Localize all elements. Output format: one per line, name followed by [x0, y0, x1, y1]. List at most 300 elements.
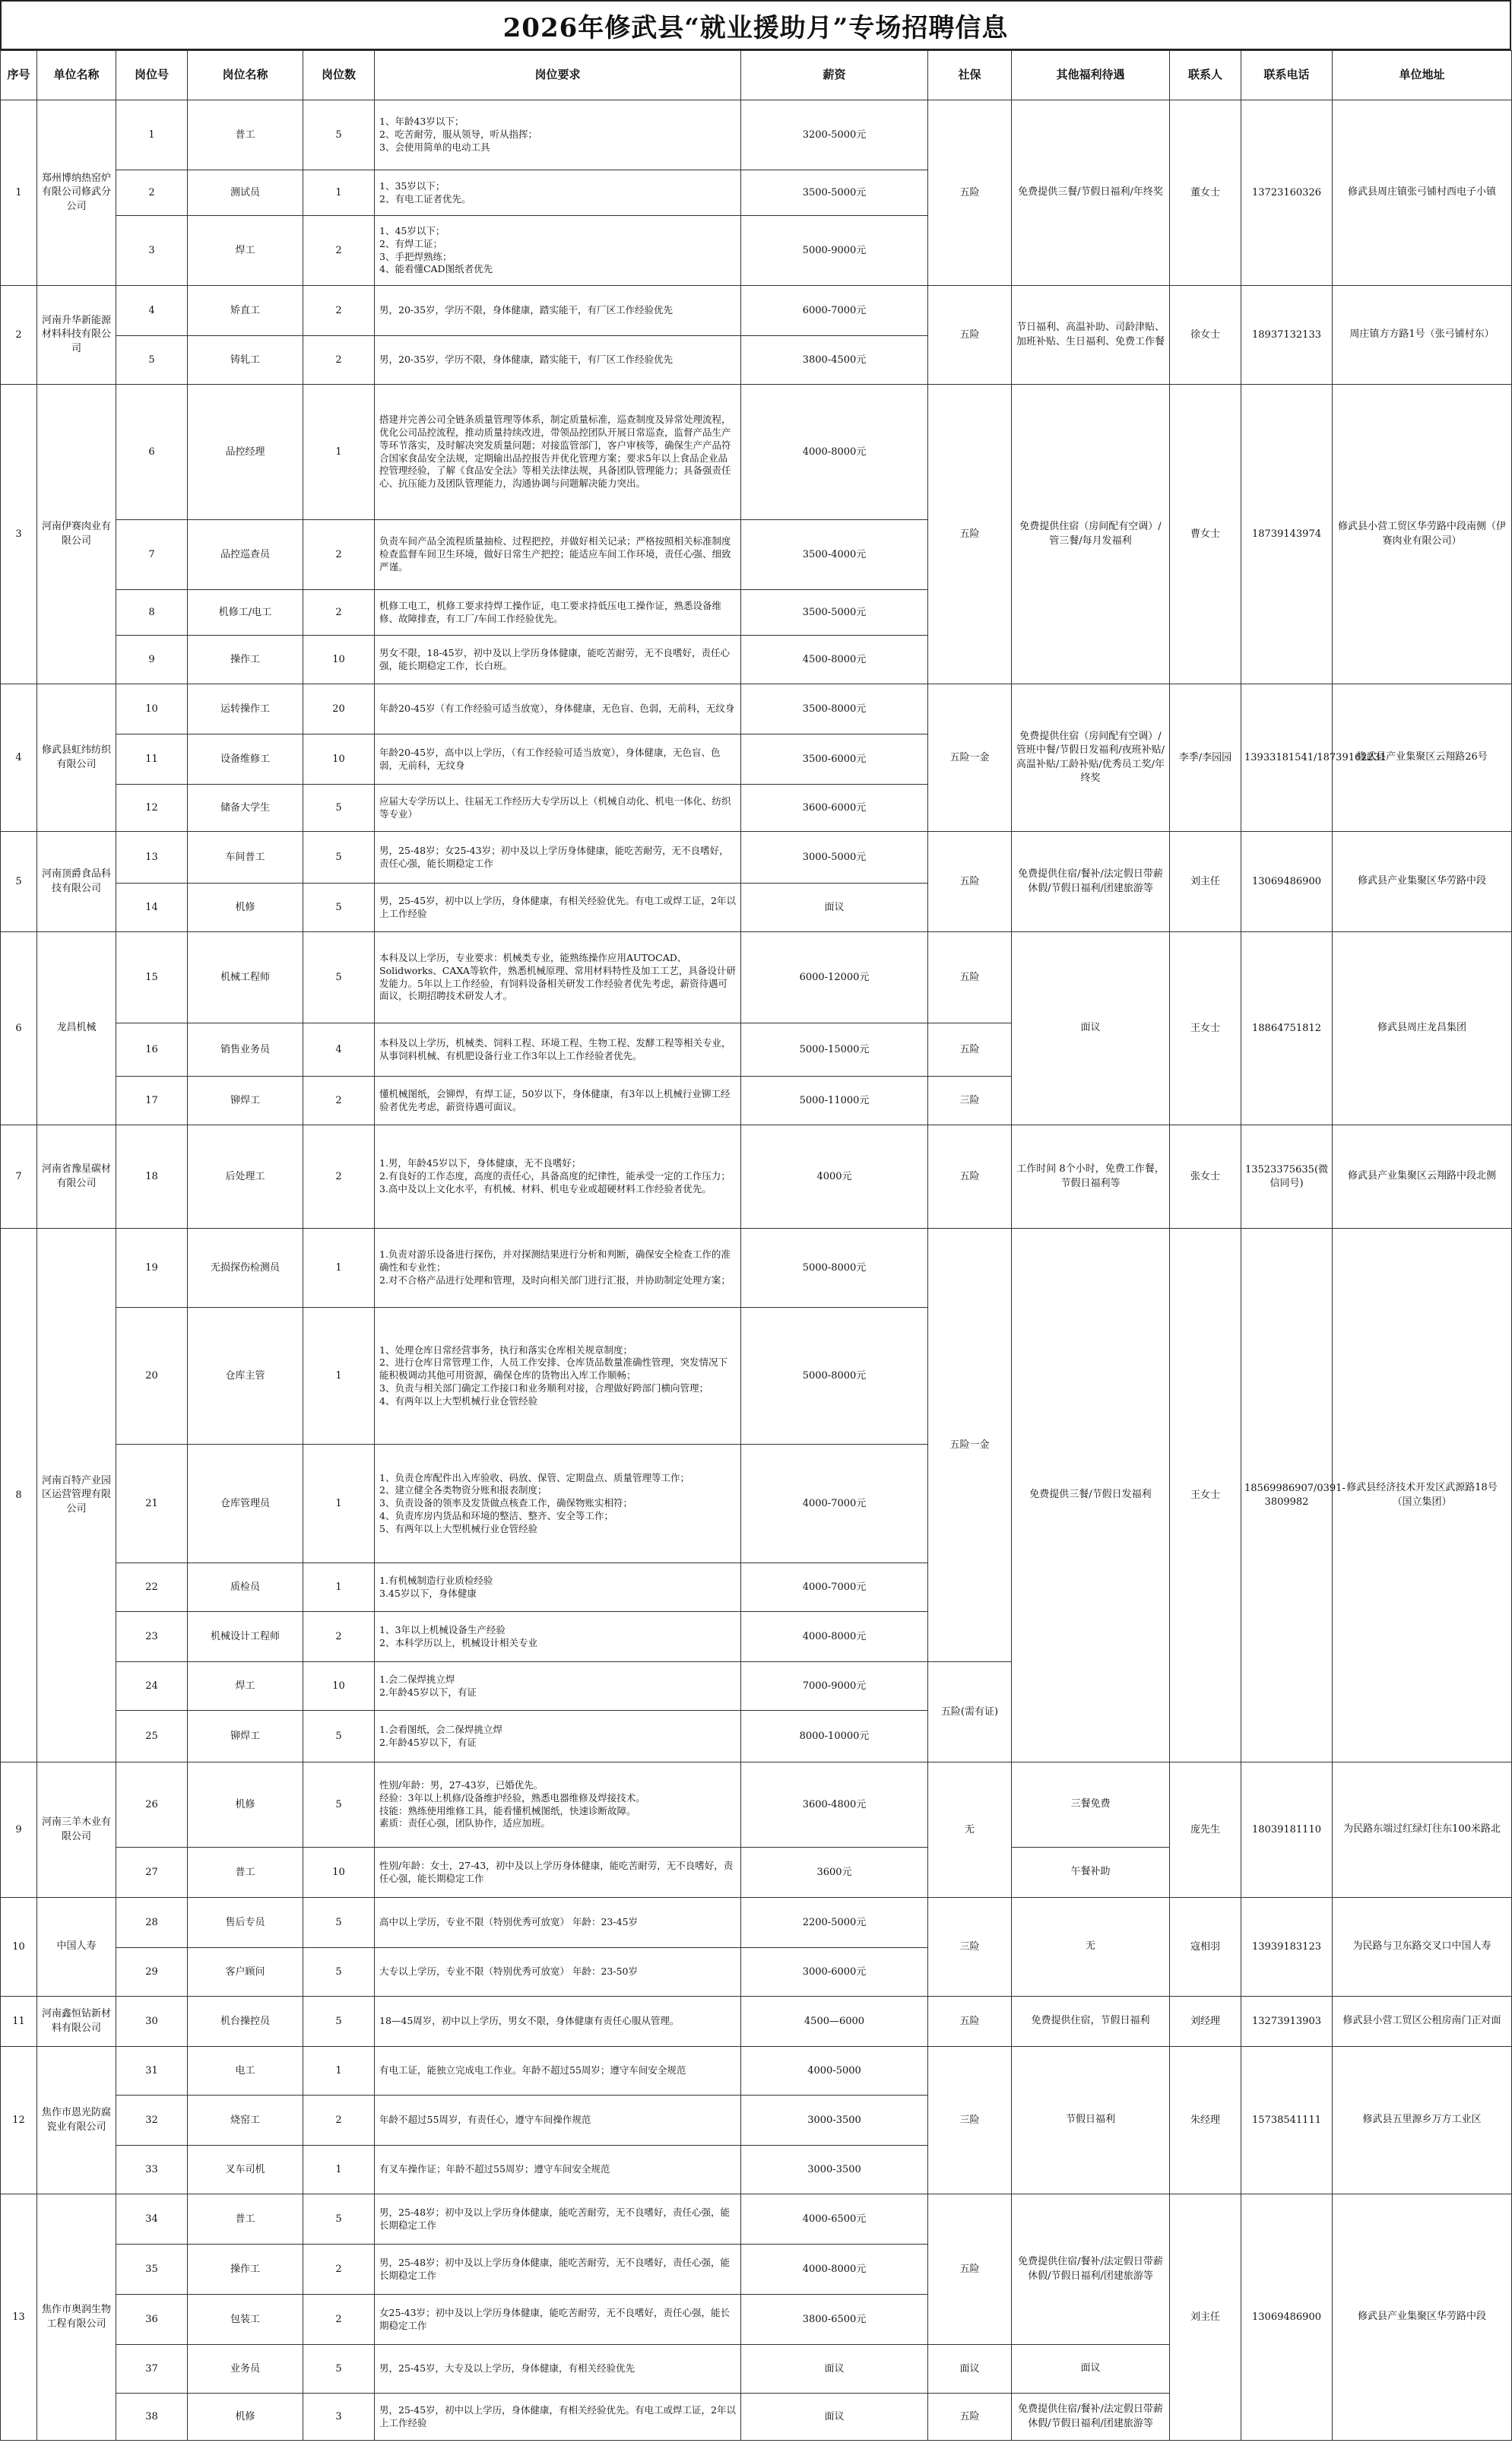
table-cell: 1、负责仓库配件出入库验收、码放、保管、定期盘点、质量管理等工作； 2、建立健全各类物资分账和报表制度； 3、负责设备的领率及发货做点核查工作，确保物账实相符； 4、负责库房内货品和环境的整洁、整齐、安全等工作； 5、有两年以上大型机械行业仓管经验: [375, 1445, 741, 1563]
table-cell: 免费提供住宿/餐补/法定假日带薪休假/节假日福利/团建旅游等: [1012, 2394, 1170, 2441]
table-cell: 10: [303, 1848, 375, 1898]
table-cell: 河南鑫恒钻新材料有限公司: [37, 1997, 116, 2047]
table-cell: 有叉车操作证；年龄不超过55周岁；遵守车间安全规范: [375, 2146, 741, 2194]
table-cell: 机台操控员: [188, 1997, 303, 2047]
table-cell: 三餐免费: [1012, 1762, 1170, 1848]
table-cell: 6: [116, 385, 188, 520]
table-cell: 机修工/电工: [188, 590, 303, 636]
table-cell: 1: [303, 1229, 375, 1308]
table-cell: 修武县周庄镇张弓铺村西电子小镇: [1333, 100, 1512, 286]
table-cell: 1.负责对游乐设备进行探伤，并对探测结果进行分析和判断，确保安全检查工作的准确性和专业性； 2.对不合格产品进行处理和管理，及时向相关部门进行汇报，并协助制定处理方案；: [375, 1229, 741, 1308]
table-cell: 2: [303, 1125, 375, 1229]
table-cell: 29: [116, 1948, 188, 1997]
table-cell: 刘主任: [1170, 2194, 1241, 2441]
table-cell: 男，25-48岁；初中及以上学历身体健康，能吃苦耐劳，无不良嗜好，责任心强，能长期稳定工作: [375, 2194, 741, 2245]
table-cell: 3: [303, 2394, 375, 2441]
header-post-count: 岗位数: [303, 51, 375, 100]
table-cell: 4000-8000元: [741, 1612, 928, 1662]
table-cell: 4500-8000元: [741, 636, 928, 684]
table-cell: 3500-5000元: [741, 590, 928, 636]
table-cell: 6000-7000元: [741, 286, 928, 336]
table-cell: 焊工: [188, 1662, 303, 1711]
table-cell: 3500-6000元: [741, 734, 928, 785]
table-cell: 面议: [1012, 932, 1170, 1125]
table-cell: 河南顶爵食品科技有限公司: [37, 832, 116, 932]
table-cell: 4: [1, 684, 37, 832]
table-cell: 机修: [188, 2394, 303, 2441]
table-cell: 3600-4800元: [741, 1762, 928, 1848]
table-cell: 修武县五里源乡万方工业区: [1333, 2047, 1512, 2194]
table-cell: 机械设计工程师: [188, 1612, 303, 1662]
table-cell: 质检员: [188, 1563, 303, 1612]
table-cell: 高中以上学历，专业不限（特别优秀可放宽） 年龄：23-45岁: [375, 1898, 741, 1948]
table-cell: 2: [303, 2295, 375, 2345]
table-cell: 午餐补助: [1012, 1848, 1170, 1898]
table-cell: 5: [303, 1898, 375, 1948]
table-cell: 免费提供三餐/节假日福利/年终奖: [1012, 100, 1170, 286]
table-cell: 18864751812: [1241, 932, 1333, 1125]
table-cell: 11: [1, 1997, 37, 2047]
table-cell: 徐女士: [1170, 286, 1241, 385]
header-phone: 联系电话: [1241, 51, 1333, 100]
header-address: 单位地址: [1333, 51, 1512, 100]
table-cell: 张女士: [1170, 1125, 1241, 1229]
table-cell: 李季/李园园: [1170, 684, 1241, 832]
table-row: [1, 832, 1512, 884]
table-cell: 修武县产业集聚区华劳路中段: [1333, 2194, 1512, 2441]
table-cell: 1: [303, 170, 375, 216]
table-cell: 1.会看图纸，会二保焊挑立焊 2.年龄45岁以下，有证: [375, 1711, 741, 1762]
table-cell: 工作时间 8个小时，免费工作餐，节假日福利等: [1012, 1125, 1170, 1229]
table-cell: 1、处理仓库日常经营事务，执行和落实仓库相关规章制度； 2、进行仓库日常管理工作，人员工作安排、仓库货品数量准确性管理，突发情况下能积极调动其他可用资源，确保仓库的货物出入库工作顺畅； 3、负责与相关部门确定工作接口和业务顺利对接，合理做好跨部门横向管理； 4、有两年以上大型机械行业仓管经验: [375, 1308, 741, 1445]
table-cell: 1.会二保焊挑立焊 2.年龄45岁以下，有证: [375, 1662, 741, 1711]
table-cell: 男，25-45岁，大专及以上学历，身体健康，有相关经验优先: [375, 2345, 741, 2394]
table-cell: 本科及以上学历，机械类、饲料工程、环境工程、生物工程、发酵工程等相关专业，从事饲料机械、有机肥设备行业工作3年以上工作经验者优先。: [375, 1023, 741, 1077]
table-cell: 5: [1, 832, 37, 932]
table-cell: 河南三羊木业有限公司: [37, 1762, 116, 1898]
header-contact: 联系人: [1170, 51, 1241, 100]
table-cell: 37: [116, 2345, 188, 2394]
table-cell: 曹女士: [1170, 385, 1241, 684]
table-cell: 储备大学生: [188, 785, 303, 832]
table-cell: 应届大专学历以上、往届无工作经历大专学历以上（机械自动化、机电一体化、纺织等专业）: [375, 785, 741, 832]
table-cell: 朱经理: [1170, 2047, 1241, 2194]
table-cell: 操作工: [188, 2245, 303, 2295]
table-cell: 7000-9000元: [741, 1662, 928, 1711]
table-cell: 免费提供住宿/餐补/法定假日带薪休假/节假日福利/团建旅游等: [1012, 832, 1170, 932]
table-cell: 7: [116, 520, 188, 590]
table-cell: 13069486900: [1241, 832, 1333, 932]
table-cell: 刘主任: [1170, 832, 1241, 932]
table-cell: 10: [1, 1898, 37, 1997]
table-cell: 机修工电工，机修工要求持焊工操作证，电工要求持低压电工操作证，熟悉设备维修、故障排查，有工厂/车间工作经验优先。: [375, 590, 741, 636]
table-cell: 30: [116, 1997, 188, 2047]
table-cell: 10: [116, 684, 188, 734]
table-cell: 8000-10000元: [741, 1711, 928, 1762]
table-cell: 焦作市恩光防腐瓷业有限公司: [37, 2047, 116, 2194]
table-cell: 4500—6000: [741, 1997, 928, 2047]
table-cell: 6000-12000元: [741, 932, 928, 1023]
table-cell: 18569986907/0391-3809982: [1241, 1229, 1333, 1762]
table-cell: 16: [116, 1023, 188, 1077]
table-cell: 3: [1, 385, 37, 684]
table-cell: 6: [1, 932, 37, 1125]
page-title: 2026年修武县“就业援助月”专场招聘信息: [0, 0, 1511, 50]
table-row: [1, 684, 1512, 734]
table-cell: 后处理工: [188, 1125, 303, 1229]
table-cell: 4: [116, 286, 188, 336]
table-cell: 焦作市奥润生物工程有限公司: [37, 2194, 116, 2441]
table-cell: 矫直工: [188, 286, 303, 336]
table-header: [1, 51, 1512, 100]
table-cell: 1: [303, 2047, 375, 2096]
table-cell: 5: [303, 2345, 375, 2394]
table-cell: 24: [116, 1662, 188, 1711]
table-cell: 12: [1, 2047, 37, 2194]
table-cell: 38: [116, 2394, 188, 2441]
table-row: [1, 2047, 1512, 2096]
table-cell: 男，25-48岁；初中及以上学历身体健康，能吃苦耐劳，无不良嗜好，责任心强，能长期稳定工作: [375, 2245, 741, 2295]
table-cell: 五险一金: [928, 1229, 1012, 1662]
table-cell: 有电工证，能独立完成电工作业。年龄不超过55周岁；遵守车间安全规范: [375, 2047, 741, 2096]
table-cell: 修武县周庄龙昌集团: [1333, 932, 1512, 1125]
table-cell: 男，25-45岁，初中以上学历，身体健康，有相关经验优先。有电工或焊工证，2年以上工作经验: [375, 884, 741, 932]
table-cell: 五险: [928, 2394, 1012, 2441]
table-row: [1, 286, 1512, 336]
table-cell: 2: [303, 2096, 375, 2146]
table-cell: 业务员: [188, 2345, 303, 2394]
table-cell: 销售业务员: [188, 1023, 303, 1077]
table-cell: 节日福利、高温补助、司龄津贴、加班补贴、生日福利、免费工作餐: [1012, 286, 1170, 385]
table-cell: 3500-8000元: [741, 684, 928, 734]
table-cell: 男，20-35岁，学历不限，身体健康，踏实能干，有厂区工作经验优先: [375, 286, 741, 336]
table-cell: 三险: [928, 2047, 1012, 2194]
table-cell: 女25-43岁；初中及以上学历身体健康，能吃苦耐劳，无不良嗜好，责任心强，能长期稳定工作: [375, 2295, 741, 2345]
table-cell: 15738541111: [1241, 2047, 1333, 2194]
table-cell: 19: [116, 1229, 188, 1308]
table-cell: 测试员: [188, 170, 303, 216]
table-cell: 中国人寿: [37, 1898, 116, 1997]
table-cell: 1: [303, 1563, 375, 1612]
table-cell: 2: [303, 336, 375, 385]
table-cell: 5000-15000元: [741, 1023, 928, 1077]
table-cell: 3600-6000元: [741, 785, 928, 832]
table-cell: 免费提供住宿（房间配有空调）/管班中餐/节假日发福利/夜班补贴/高温补贴/工龄补贴/优秀员工奖/年终奖: [1012, 684, 1170, 832]
table-cell: 13939183123: [1241, 1898, 1333, 1997]
table-cell: 13069486900: [1241, 2194, 1333, 2441]
job-table: [0, 50, 1512, 2441]
table-cell: 无损探伤检测员: [188, 1229, 303, 1308]
table-cell: 9: [116, 636, 188, 684]
table-cell: 面议: [741, 2345, 928, 2394]
table-cell: 5000-11000元: [741, 1077, 928, 1125]
header-benefits: 其他福利待遇: [1012, 51, 1170, 100]
table-cell: 3500-4000元: [741, 520, 928, 590]
table-cell: 13723160326: [1241, 100, 1333, 286]
table-cell: 三险: [928, 1898, 1012, 1997]
table-cell: 34: [116, 2194, 188, 2245]
table-cell: 负责车间产品全流程质量抽检、过程把控，并做好相关记录；严格按照相关标准制度检查监督车间卫生环境，做好日常生产把控；能适应车间工作环境，责任心强、细致严谨。: [375, 520, 741, 590]
table-cell: 免费提供三餐/节假日发福利: [1012, 1229, 1170, 1762]
table-cell: 机修: [188, 884, 303, 932]
table-cell: 5000-8000元: [741, 1229, 928, 1308]
table-cell: 2: [303, 2245, 375, 2295]
table-cell: 2: [303, 1077, 375, 1125]
table-cell: 15: [116, 932, 188, 1023]
table-cell: 5000-9000元: [741, 216, 928, 286]
table-cell: 5: [303, 884, 375, 932]
table-cell: 电工: [188, 2047, 303, 2096]
table-row: [1, 1997, 1512, 2047]
table-cell: 35: [116, 2245, 188, 2295]
table-cell: 3500-5000元: [741, 170, 928, 216]
table-cell: 男女不限，18-45岁，初中及以上学历身体健康，能吃苦耐劳，无不良嗜好，责任心强，能长期稳定工作，长白班。: [375, 636, 741, 684]
table-cell: 修武县产业集聚区云翔路中段北侧: [1333, 1125, 1512, 1229]
table-cell: 2: [303, 520, 375, 590]
table-cell: 3000-3500: [741, 2096, 928, 2146]
table-cell: 免费提供住宿/餐补/法定假日带薪休假/节假日福利/团建旅游等: [1012, 2194, 1170, 2345]
table-cell: 4000-8000元: [741, 385, 928, 520]
table-cell: 五险一金: [928, 684, 1012, 832]
table-cell: 2: [303, 216, 375, 286]
table-cell: 2200-5000元: [741, 1898, 928, 1948]
table-cell: 2: [303, 1612, 375, 1662]
table-cell: 5: [303, 1711, 375, 1762]
table-cell: 品控巡查员: [188, 520, 303, 590]
table-cell: 1.男，年龄45岁以下，身体健康，无不良嗜好； 2.有良好的工作态度，高度的责任心，具备高度的纪律性，能承受一定的工作压力； 3.高中及以上文化水平，有机械、材料、机电专业或超硬材料工作经验者优先。: [375, 1125, 741, 1229]
table-cell: 修武县产业集聚区华劳路中段: [1333, 832, 1512, 932]
table-cell: 10: [303, 1662, 375, 1711]
table-cell: 27: [116, 1848, 188, 1898]
table-cell: 修武县小营工贸区公租房南门正对面: [1333, 1997, 1512, 2047]
table-cell: 本科及以上学历，专业要求：机械类专业，能熟练操作应用AUTOCAD、Solidworks、CAXA等软件，熟悉机械原理、常用材料特性及加工工艺，具备设计研发能力。5年以上工作经验，有饲料设备相关研发工作经验者优先考虑，薪资待遇可面议，长期招聘技术研发人才。: [375, 932, 741, 1023]
table-cell: 2: [303, 590, 375, 636]
table-cell: 3000-5000元: [741, 832, 928, 884]
table-cell: 河南升华新能源材料科技有限公司: [37, 286, 116, 385]
table-cell: 为民路东端过红绿灯往东100米路北: [1333, 1762, 1512, 1898]
table-row: [1, 1898, 1512, 1948]
table-cell: 性别/年龄：女士，27-43，初中及以上学历身体健康，能吃苦耐劳，无不良嗜好，责任心强，能长期稳定工作: [375, 1848, 741, 1898]
table-cell: 1: [303, 385, 375, 520]
table-cell: 3000-3500: [741, 2146, 928, 2194]
table-cell: 包装工: [188, 2295, 303, 2345]
table-cell: 龙昌机械: [37, 932, 116, 1125]
table-cell: 品控经理: [188, 385, 303, 520]
table-cell: 26: [116, 1762, 188, 1848]
table-cell: 3800-6500元: [741, 2295, 928, 2345]
table-cell: 仓库管理员: [188, 1445, 303, 1563]
header-index: 序号: [1, 51, 37, 100]
table-cell: 10: [303, 734, 375, 785]
table-cell: 5: [303, 1997, 375, 2047]
table-cell: 36: [116, 2295, 188, 2345]
table-cell: 13: [1, 2194, 37, 2441]
table-cell: 车间普工: [188, 832, 303, 884]
table-cell: 1: [1, 100, 37, 286]
table-cell: 5: [303, 832, 375, 884]
table-cell: 31: [116, 2047, 188, 2096]
table-cell: 3200-5000元: [741, 100, 928, 170]
table-row: [1, 1229, 1512, 1308]
table-cell: 周庄镇方方路1号（张弓铺村东）: [1333, 286, 1512, 385]
table-cell: 5: [303, 1948, 375, 1997]
table-cell: 免费提供住宿，节假日福利: [1012, 1997, 1170, 2047]
table-cell: 刘经理: [1170, 1997, 1241, 2047]
table-cell: 4000-6500元: [741, 2194, 928, 2245]
table-cell: 无: [928, 1762, 1012, 1898]
table-cell: 4000-7000元: [741, 1445, 928, 1563]
table-cell: 18039181110: [1241, 1762, 1333, 1898]
table-cell: 王女士: [1170, 1229, 1241, 1762]
table-row: [1, 932, 1512, 1023]
table-row: [1, 100, 1512, 170]
table-cell: 寇相羽: [1170, 1898, 1241, 1997]
table-cell: 1.有机械制造行业质检经验 3.45岁以下，身体健康: [375, 1563, 741, 1612]
table-cell: 32: [116, 2096, 188, 2146]
header-post-no: 岗位号: [116, 51, 188, 100]
table-cell: 1、35岁以下； 2、有电工证者优先。: [375, 170, 741, 216]
table-cell: 普工: [188, 1848, 303, 1898]
table-cell: 修武县虹纬纺织有限公司: [37, 684, 116, 832]
table-cell: 13933181541/18739162231: [1241, 684, 1333, 832]
table-row: [1, 2194, 1512, 2245]
table-cell: 五险: [928, 2194, 1012, 2345]
table-cell: 修武县小营工贸区华劳路中段南侧（伊赛肉业有限公司）: [1333, 385, 1512, 684]
table-cell: 铆焊工: [188, 1077, 303, 1125]
table-cell: 普工: [188, 100, 303, 170]
table-cell: 18937132133: [1241, 286, 1333, 385]
table-cell: 13523375635(微信同号): [1241, 1125, 1333, 1229]
table-cell: 20: [303, 684, 375, 734]
table-cell: 13273913903: [1241, 1997, 1333, 2047]
table-cell: 2: [116, 170, 188, 216]
table-cell: 面议: [741, 2394, 928, 2441]
header-salary: 薪资: [741, 51, 928, 100]
table-cell: 23: [116, 1612, 188, 1662]
table-cell: 2: [1, 286, 37, 385]
table-cell: 9: [1, 1762, 37, 1898]
table-cell: 五险: [928, 385, 1012, 684]
table-cell: 年龄20-45岁（有工作经验可适当放宽），身体健康，无色盲、色弱，无前科，无纹身: [375, 684, 741, 734]
table-cell: 五险: [928, 1023, 1012, 1077]
table-cell: 河南百特产业园区运营管理有限公司: [37, 1229, 116, 1762]
table-cell: 节假日福利: [1012, 2047, 1170, 2194]
table-cell: 为民路与卫东路交叉口中国人寿: [1333, 1898, 1512, 1997]
table-cell: 机械工程师: [188, 932, 303, 1023]
table-cell: 五险(需有证): [928, 1662, 1012, 1762]
table-row: [1, 1125, 1512, 1229]
table-cell: 铆焊工: [188, 1711, 303, 1762]
table-cell: 25: [116, 1711, 188, 1762]
header-post-name: 岗位名称: [188, 51, 303, 100]
table-cell: 5: [116, 336, 188, 385]
table-cell: 仓库主管: [188, 1308, 303, 1445]
table-cell: 郑州博纳热窑炉有限公司修武分公司: [37, 100, 116, 286]
table-cell: 操作工: [188, 636, 303, 684]
table-cell: 7: [1, 1125, 37, 1229]
table-cell: 5: [303, 100, 375, 170]
table-cell: 五险: [928, 1997, 1012, 2047]
table-cell: 五险: [928, 1125, 1012, 1229]
table-cell: 五险: [928, 832, 1012, 932]
table-cell: 21: [116, 1445, 188, 1563]
table-cell: 20: [116, 1308, 188, 1445]
table-cell: 客户顾问: [188, 1948, 303, 1997]
table-row: [1, 1762, 1512, 1848]
table-cell: 1、年龄43岁以下； 2、吃苦耐劳，服从领导，听从指挥； 3、会使用简单的电动工具: [375, 100, 741, 170]
table-cell: 4: [303, 1023, 375, 1077]
table-cell: 8: [116, 590, 188, 636]
table-cell: 搭建并完善公司全链条质量管理等体系，制定质量标准，巡查制度及异常处理流程，优化公司品控流程，推动质量持续改进，带领品控团队开展日常巡查，监督产品生产等环节落实，及时解决突发质量问题；对接监管部门，客户审核等，确保生产产品符合国家食品安全法规，定期输出品控报告并优化管理方案；要求5年以上食品企业品控管理经验，了解《食品安全法》等相关法律法规，具备团队管理能力；具备强责任心、抗压能力及团队管理能力，沟通协调与问题解决能力突出。: [375, 385, 741, 520]
header-requirements: 岗位要求: [375, 51, 741, 100]
table-cell: 机修: [188, 1762, 303, 1848]
table-cell: 设备维修工: [188, 734, 303, 785]
table-cell: 3600元: [741, 1848, 928, 1898]
table-cell: 运转操作工: [188, 684, 303, 734]
table-cell: 男，25-48岁；女25-43岁；初中及以上学历身体健康，能吃苦耐劳，无不良嗜好，责任心强，能长期稳定工作: [375, 832, 741, 884]
table-cell: 4000-5000: [741, 2047, 928, 2096]
table-cell: 18739143974: [1241, 385, 1333, 684]
table-cell: 4000-8000元: [741, 2245, 928, 2295]
table-body: [1, 100, 1512, 2441]
table-cell: 面议: [741, 884, 928, 932]
table-cell: 1、3年以上机械设备生产经验 2、本科学历以上，机械设计相关专业: [375, 1612, 741, 1662]
table-cell: 免费提供住宿（房间配有空调）/管三餐/每月发福利: [1012, 385, 1170, 684]
table-cell: 3: [116, 216, 188, 286]
table-cell: 五险: [928, 932, 1012, 1023]
table-cell: 5000-8000元: [741, 1308, 928, 1445]
table-cell: 河南省豫星碳材有限公司: [37, 1125, 116, 1229]
table-cell: 14: [116, 884, 188, 932]
table-cell: 1: [303, 2146, 375, 2194]
table-cell: 3800-4500元: [741, 336, 928, 385]
table-cell: 8: [1, 1229, 37, 1762]
table-cell: 1: [303, 1308, 375, 1445]
table-cell: 1、45岁以下； 2、有焊工证； 3、手把焊熟练； 4、能看懂CAD图纸者优先: [375, 216, 741, 286]
table-cell: 12: [116, 785, 188, 832]
table-cell: 33: [116, 2146, 188, 2194]
table-cell: 面议: [928, 2345, 1012, 2394]
table-cell: 大专以上学历，专业不限（特别优秀可放宽） 年龄：23-50岁: [375, 1948, 741, 1997]
table-row: [1, 385, 1512, 520]
table-cell: 3000-6000元: [741, 1948, 928, 1997]
header-insurance: 社保: [928, 51, 1012, 100]
table-cell: 庞先生: [1170, 1762, 1241, 1898]
table-cell: 五险: [928, 100, 1012, 286]
table-cell: 售后专员: [188, 1898, 303, 1948]
table-cell: 22: [116, 1563, 188, 1612]
table-cell: 修武县经济技术开发区武源路18号 （国立集团）: [1333, 1229, 1512, 1762]
table-cell: 17: [116, 1077, 188, 1125]
table-cell: 10: [303, 636, 375, 684]
table-cell: 5: [303, 932, 375, 1023]
table-cell: 年龄不超过55周岁，有责任心，遵守车间操作规范: [375, 2096, 741, 2146]
table-cell: 1: [303, 1445, 375, 1563]
table-cell: 18—45周岁，初中以上学历，男女不限，身体健康有责任心服从管理。: [375, 1997, 741, 2047]
table-cell: 4000-7000元: [741, 1563, 928, 1612]
table-cell: 5: [303, 2194, 375, 2245]
table-cell: 普工: [188, 2194, 303, 2245]
table-cell: 男，20-35岁，学历不限，身体健康，踏实能干，有厂区工作经验优先: [375, 336, 741, 385]
table-cell: 28: [116, 1898, 188, 1948]
table-cell: 王女士: [1170, 932, 1241, 1125]
table-cell: 男，25-45岁，初中以上学历，身体健康，有相关经验优先。有电工或焊工证，2年以上工作经验: [375, 2394, 741, 2441]
table-cell: 4000元: [741, 1125, 928, 1229]
table-cell: 董女士: [1170, 100, 1241, 286]
table-cell: 面议: [1012, 2345, 1170, 2394]
table-cell: 13: [116, 832, 188, 884]
table-cell: 11: [116, 734, 188, 785]
